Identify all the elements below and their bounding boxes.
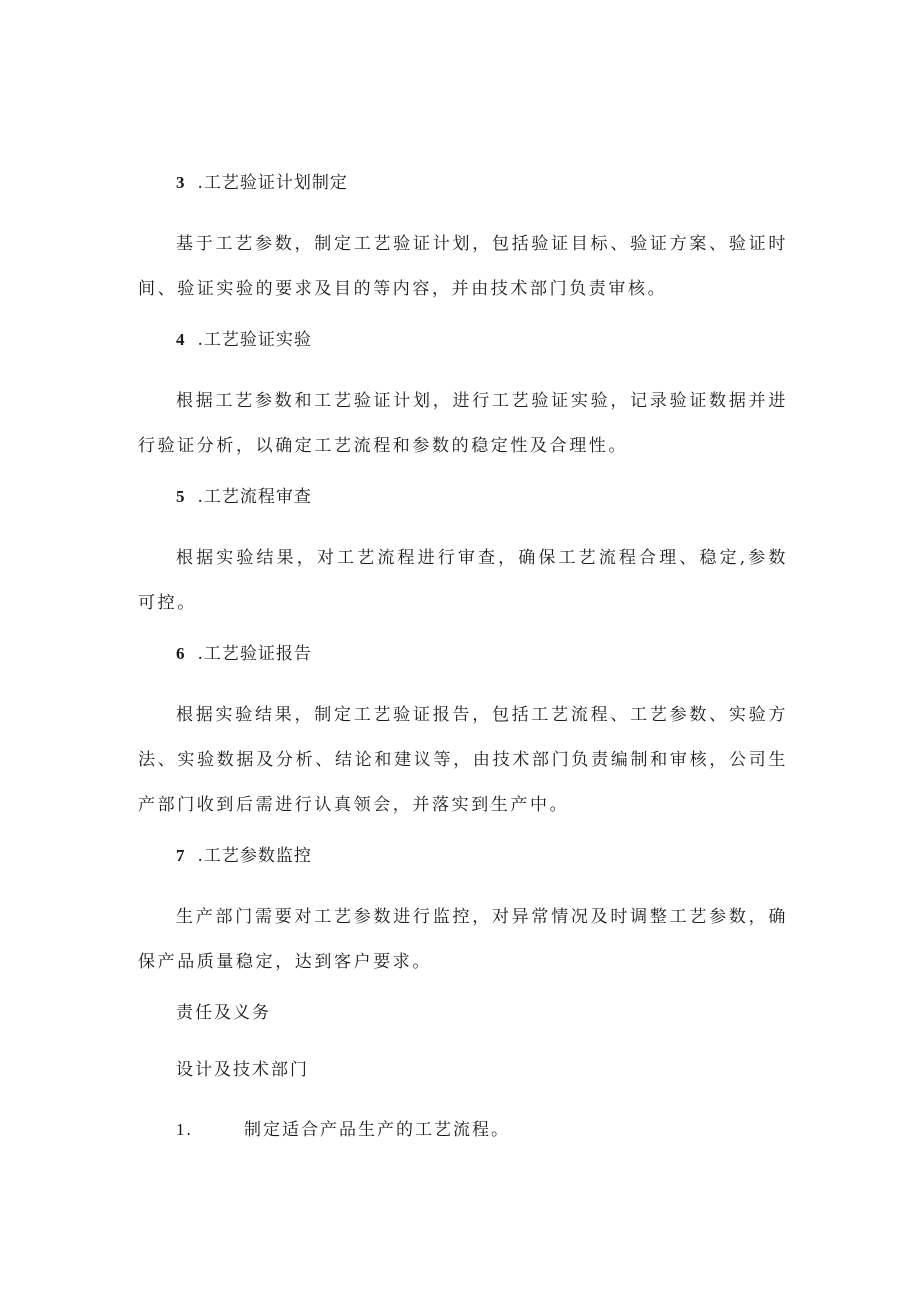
section-paragraph-5: 根据实验结果，对工艺流程进行审查，确保工艺流程合理、稳定,参数可控。 [138,548,788,613]
department-heading: 设计及技术部门 [176,1060,309,1080]
section-title: .工艺验证实验 [197,330,312,350]
section-heading-7 [138,841,788,871]
list-item-text: 制定适合产品生产的工艺流程。 [244,1120,510,1140]
list-item-number: 1. [176,1120,193,1139]
section-number: 7 [176,846,186,865]
section-title: .工艺流程审查 [197,487,312,507]
section-paragraph-7: 生产部门需要对工艺参数进行监控，对异常情况及时调整工艺参数，确保产品质量稳定，达到客户要求。 [138,907,788,972]
section-paragraph-6: 根据实验结果，制定工艺验证报告，包括工艺流程、工艺参数、实验方法、实验数据及分析、结论和建议等，由技术部门负责编制和审核，公司生产部门收到后需进行认真领会，并落实到生产中。 [138,705,788,815]
section-title: .工艺验证报告 [197,644,312,664]
section-heading-5 [138,482,788,512]
section-paragraph-4: 根据工艺参数和工艺验证计划，进行工艺验证实验，记录验证数据并进行验证分析，以确定工艺流程和参数的稳定性及合理性。 [138,391,788,456]
section-heading-3 [138,168,788,198]
section-number: 4 [176,330,186,349]
section-number: 6 [176,644,186,663]
section-paragraph-3: 基于工艺参数，制定工艺验证计划，包括验证目标、验证方案、验证时间、验证实验的要求及目的等内容，并由技术部门负责审核。 [138,234,788,299]
responsibility-heading: 责任及义务 [176,1003,271,1023]
document-body [138,168,788,1145]
section-title: .工艺验证计划制定 [197,173,348,193]
section-title: .工艺参数监控 [197,846,312,866]
section-heading-6 [138,639,788,669]
section-heading-4 [138,325,788,355]
list-item [138,1115,788,1145]
section-number: 5 [176,487,186,506]
section-number: 3 [176,173,186,192]
